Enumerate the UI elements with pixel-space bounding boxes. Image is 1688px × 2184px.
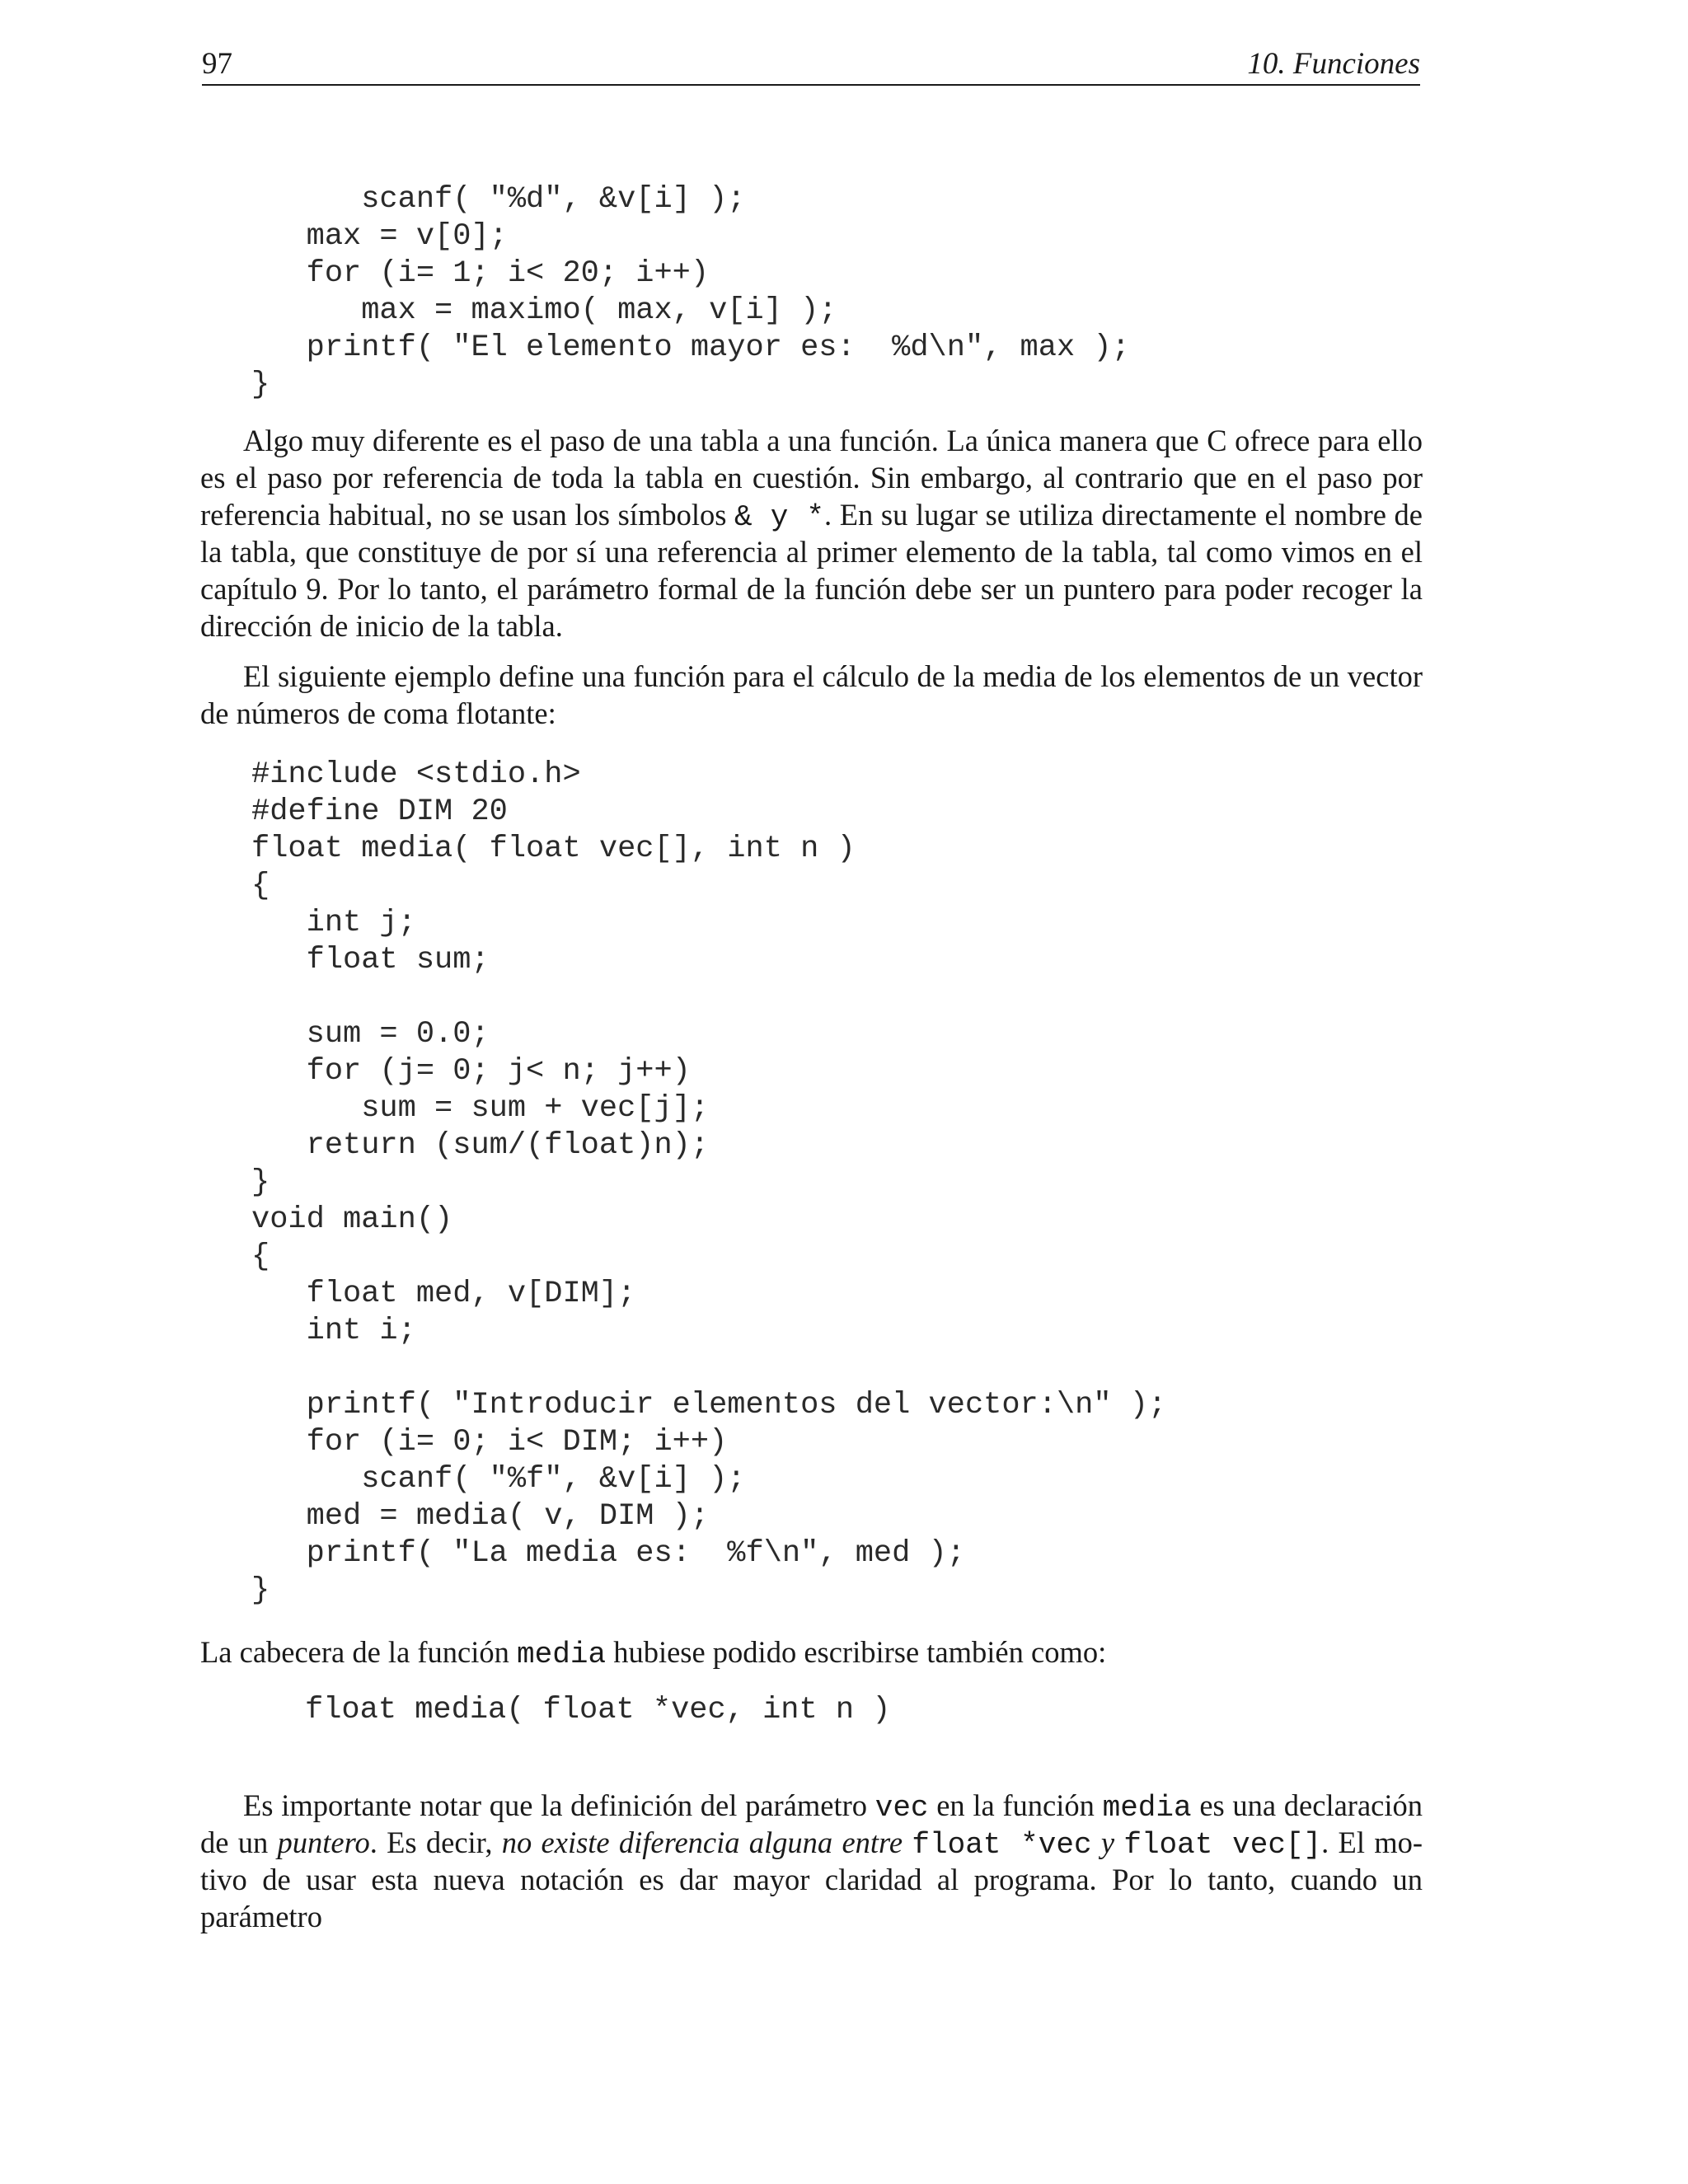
text-run: es una declaración bbox=[1191, 1788, 1423, 1822]
text-run: de un bbox=[200, 1825, 278, 1859]
paragraph-1-line: Algo muy diferente es el paso de una tabla a una función. La única manera que C ofrece para ello bbox=[243, 424, 1423, 457]
paragraph-1-line: es el paso por referencia de toda la tabla en cuestión. Sin embargo, al contrario que en el paso por bbox=[200, 461, 1423, 494]
text-run: referencia habitual, no se usan los símbolos bbox=[200, 498, 735, 532]
paragraph-3 bbox=[200, 1633, 1423, 1671]
paragraph-3-line bbox=[200, 1633, 1423, 1671]
paragraph-1-line: dirección de inicio de la tabla. bbox=[200, 609, 563, 643]
text-run: La cabecera de la función bbox=[200, 1635, 518, 1669]
chapter-title: 10. Funciones bbox=[1247, 47, 1420, 81]
text-run: . Es decir, bbox=[369, 1825, 502, 1859]
text-run: hubiese podido escribirse también como: bbox=[606, 1635, 1107, 1669]
paragraph-2-line: El siguiente ejemplo define una función para el cálculo de la media de los elementos de un vector bbox=[243, 659, 1423, 693]
paragraph-1-line: capítulo 9. Por lo tanto, el parámetro formal de la función debe ser un puntero para poder recoger la bbox=[200, 572, 1423, 606]
inline-code: float vec[] bbox=[1123, 1828, 1322, 1862]
text-run: en la función bbox=[928, 1788, 1103, 1822]
inline-code: vec bbox=[874, 1791, 929, 1825]
paragraph-1-line: la tabla, que constituye de por sí una referencia al primer elemento de la tabla, tal como vimos en el bbox=[200, 535, 1423, 569]
paragraph-1-line bbox=[200, 496, 1423, 533]
text-run: . En su lugar se utiliza directamente el nombre de bbox=[824, 498, 1423, 532]
text-run: . El mo- bbox=[1321, 1825, 1423, 1859]
inline-code: media bbox=[517, 1638, 607, 1671]
emphasis: no existe diferencia alguna entre bbox=[501, 1825, 903, 1859]
paragraph-1 bbox=[200, 422, 1423, 644]
code-block-top: scanf( "%d", &v[i] ); max = v[0]; for (i= 1; i< 20; i++) max = maximo( max, v[i] ); printf( "El elemento mayor es: %d\n", max ); } bbox=[251, 182, 1130, 402]
paragraph-4-line bbox=[200, 1824, 1423, 1861]
inline-code: media bbox=[1102, 1791, 1192, 1825]
code-block-alt: float media( float *vec, int n ) bbox=[305, 1693, 891, 1727]
page-number: 97 bbox=[202, 47, 232, 81]
paragraph-4 bbox=[200, 1787, 1423, 1933]
emphasis: y bbox=[1100, 1825, 1115, 1859]
paragraph-2-line: de números de coma flotante: bbox=[200, 696, 556, 730]
inline-code: float *vec bbox=[912, 1828, 1092, 1862]
paragraph-2 bbox=[200, 658, 1423, 732]
inline-code: & y * bbox=[734, 500, 825, 534]
paragraph-4-line bbox=[200, 1787, 1423, 1824]
code-block-main: #include <stdio.h> #define DIM 20 float media( float vec[], int n ) { int j; float sum; sum = 0.0; for (j= 0; j< n; j++) sum = sum + vec[j]; return (sum/(float)n); } void main() { float med, v[DIM]; int i; printf( "Introducir elementos del vector:\n" ); for (i= 0; i< DIM; i++) scanf( "%f", &v[i] ); med = media( v, DIM ); printf( "La media es: %f\n", med ); } bbox=[251, 757, 1167, 1608]
page-header bbox=[202, 43, 1420, 86]
emphasis: puntero bbox=[277, 1825, 370, 1859]
paragraph-4-line: tivo de usar esta nueva notación es dar mayor claridad al programa. Por lo tanto, cuando un parámetro bbox=[200, 1863, 1423, 1933]
text-run: Es importante notar que la definición del parámetro bbox=[243, 1788, 875, 1822]
